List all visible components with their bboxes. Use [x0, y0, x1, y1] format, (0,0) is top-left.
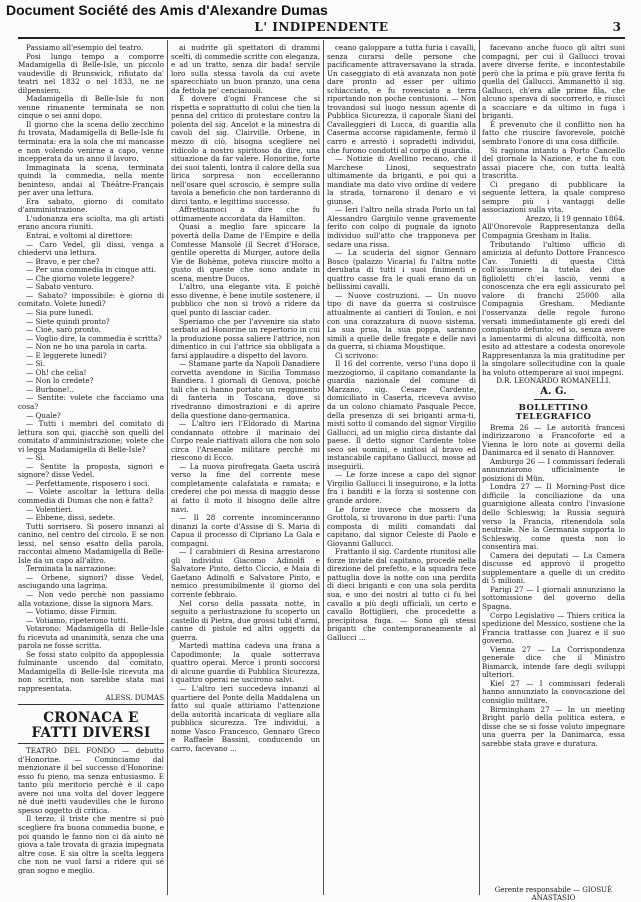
column-1 [18, 44, 164, 889]
paragraph: Camera dei deputati — La Camera discusse ed approvò il progetto supplementare a quelle di un credito di 5 milioni. [482, 550, 625, 586]
paragraph: — Per una commedia in cinque atti. [26, 265, 157, 275]
page-number: 3 [612, 20, 621, 34]
paragraph: — Sentite: volete che facciamo una cosa? [18, 393, 164, 411]
paragraph: — Bravo, e per che? [26, 256, 100, 266]
section-rule [534, 399, 574, 400]
column-divider [167, 40, 168, 895]
newspaper-header [18, 20, 625, 36]
paragraph: — Cioè, sarò pronto. [26, 325, 101, 335]
paragraph: È dovere d'ogni Francese che si rispetta e soprattutto di colui che tien la penna del critico di protestare contro la polenta del sig. Ancelot e la minestra di cavoli del sig. Clairville. Orbene, in mezzo di ciò, bisogna scegliere nel ridicolo a nostro spiritoso da dire, una situazione da far valere. Honorine, forte dei suoi talenti, lontra il calore della sua lirica sorpresa non eccelleranno nell'osare quel scroscio, è sempre sulla tavola a beneficio che non tarderanno di dirci tanto, e legittimo successo. [171, 94, 320, 206]
paragraph: Entrai, e voltomi al direttore: [26, 231, 133, 241]
paragraph: ceano galoppare a tutta furia i cavalli, senza curarsi delle persone che pacificamente attraversavano la strada. Un caseggiato di età avanzata non potè dare pronto ad esser per ultimo schiacciato, e fu rovesciato a terra riportando non poche contusioni. — Non trovandosi sul luogo nessun agente di Pubblica Sicurezza, il caporale Siani del Cavalleggieri di Lucca, di guardia alla Caserma accorse rapidamente, fermò il carro e arrestò i sopradetti individui, che furono condotti al corpo di guardia. [327, 44, 476, 155]
news-text [18, 747, 164, 875]
column-2 [171, 44, 320, 889]
paragraph: Quasi a meglio fare spiccare la povertà della Dame de l'Empire e della Comtesse Mansolé (il Secret d'Horace, gentile operetta di Murger, autore della Vie de Bohème, poteva riuscire molto a gusto di queste che sono andate in scena, mentre Ducos. [171, 222, 320, 283]
paragraph: — Che giorno volete leggere? [26, 273, 134, 283]
paragraph: — Ebbene, dissi, sedete. [26, 513, 115, 523]
paragraph: — I carabinieri di Resina arrestarono gli individui Giacomo Adinolfi e Salvatore Pinto, detto Ciccio, e Maia di Gaetano Adinolfi e Salvatore Pinto, e nemico presumibilmente il giorno del corrente febbraio. [171, 547, 320, 599]
footer-responsible: Gerente responsabile — GIOSUÈ ANASTASIO [494, 886, 613, 902]
paragraph: — Perfettamente, risposero i soci. [26, 478, 150, 488]
letter-date: Arezzo, li 19 gennaio 1864. [525, 213, 625, 223]
paragraph: — L'altro ieri l'Eldorado di Marina condannato ottobre il marinaio del Corpo reale riattivati allora che non solo circa l'Arsenale militare perchè mi riescono di Ecco. [171, 419, 320, 463]
newspaper-title: L' INDIPENDENTE [254, 20, 389, 34]
header-rule [18, 37, 625, 39]
document-banner: Document Société des Amis d'Alexandre Dumas [6, 2, 328, 18]
paragraph: Era sabato, giorno di comitato d'amministrazione. [18, 196, 164, 215]
paragraph: Ci scrivono: [335, 350, 379, 360]
news-text [327, 44, 476, 642]
section-rule [18, 704, 164, 705]
initials-mark: A. G. [540, 385, 567, 397]
paragraph: Passiamo all'esempio del teatro. [26, 44, 144, 52]
paragraph: Votarono: Madamigella di Belle-Isle fu ricevuta ad unanimità, senza che una parola ne fosse scritta. [18, 624, 164, 651]
paragraph: Kiel 27 — I commissari federali hanno annunziato la convocazione del consiglio militare. [482, 678, 625, 706]
bulletin-title: BOLLETTINO TELEGRAFICO [515, 403, 592, 422]
paragraph: Se fossi stato colpito da appoplessia fulminante uscendo dal comitato, Madamigella di Belle-Isle ricevuta ma non scritta, non sarebbe stata mai rappresentata. [18, 649, 164, 694]
column-3 [327, 44, 476, 889]
feuilleton-text [18, 44, 164, 694]
paragraph: — Sabato venturo. [26, 282, 94, 292]
paragraph: Posi lungo tempo a comporre Madamigella di Belle-Isle, un piccolo vaudeville di Brunswick, rifiutato da' teatri nel 1832 o nel 1833, ne ne dilpensiero. [18, 51, 164, 95]
paragraph: — Tutti i membri del comitato di lettura son qui, giacchè son quelli del comitato d'amministrazione; volete che vi legga Madamigella di Belle-Isle? [18, 419, 164, 454]
paragraph: — Orbene, signori? disse Vedel, asciugando una lagrima. [18, 572, 164, 591]
paragraph: — Quale? [26, 410, 61, 420]
paragraph: facevano anche fuoco gli altri suoi compagni, per cui il Gallucci trovai avere diverse ferite, e incontestabile però che la prima e più grave ferita fu quella del Gallucci. Ammanettò il sig. Gallucci, ch'era alle prime fila, che alcuno sperava di soccorrerlo, e riuscì a scacciare e da ultimo in fuga i briganti. [482, 44, 625, 121]
paragraph: — Il 28 corrente incominceranno dinanzi la corte d'Assise di S. Maria di Capua il processo di Cipriano La Gala e compagni. [171, 513, 320, 548]
paragraph: Le forze invece che mossero da Grottola, si trovarono in due parti: l'una composta di militi comandati dal capitano, dal signor Celeste di Paolo e Giovanni Gallucci. [327, 504, 476, 548]
letter-body: Tributando l'ultimo ufficio di amicizia al defunto Dottore Francesco Cav. Tonietti di questa Città coll'assumere la tutela dei due figlioletti ch'ei lasciò, venni a conoscenza che era egli assicurato pel valore di franchi 25000 alla Compagnia Gresham. Mediante l'osservanza delle regole furono versati immediatamente gli eredi del compianto defunto; ed io, senza avere a lamentarmi di alcuna difficoltà, non esito ad attestare a codesta onorevole Rappresentanza la mia gratitudine per la singolare sollecitudine con la quale ha voluto ottemperare ai suoi impegni. [482, 239, 625, 377]
paragraph: — Sì. [26, 453, 45, 463]
paragraph: — La scuderia del signor Gennaro Bosco (palazzo Vicaria) fu l'altra notte derubata di tutti i suoi finimenti e quattro casse fra le quali erano da un bellissimi cavalli. [327, 248, 476, 292]
paragraph: Si ragiona intanto a Porto Cancello del giornale la Nazione, e che fu con assai piacere che, con tutta lealtà trascritta. [482, 145, 625, 181]
paragraph: Affrettiamoci a dire che fu ottimamente accordata da Hamilton. [171, 205, 320, 223]
paragraph: — Caro Vedel, gli dissi, venga a chiedervi una lettura. [18, 239, 164, 258]
paragraph: — Sia pure lunedì. [26, 307, 94, 317]
paragraph: — Votiamo, disse Firmin. [26, 607, 118, 617]
paragraph: — Siete quindi pronto? [26, 316, 110, 326]
paragraph: Tutti sorrisero. Si posero innanzi al canino, nel centro del circolo. E se non lessi, nel senso esatto della parola, raccontai almeno Madamigella di Belle-Isle da un capo all'altro. [18, 521, 164, 565]
paragraph: — Non lo credete? [26, 376, 94, 386]
news-text [482, 44, 625, 215]
paragraph: Terminata la narrazione: [26, 564, 117, 574]
paragraph: — Non ne ho una parola in carta. [26, 342, 148, 352]
paragraph: — Volentieri. [26, 504, 73, 514]
paragraph: — Oh! che celia! [26, 367, 87, 377]
paragraph: — Burbone!.. [26, 384, 75, 394]
column-divider [479, 40, 480, 895]
paragraph: — Le forze incese a capo del signor Virgilio Gallucci li inseguirono, e la lotta fra i banditi e la forza si sostenne con grande ardore. [327, 470, 476, 505]
paragraph: TEATRO DEL FONDO — debutto d'Honorine. — Cominciamo dal menzionare il bel successo d'Honorine: esso fu pieno, ma senza entusiasmo. E tanto più meritorio perchè è il capo avere noi una volta del dover leggere nè duè inetti vaudevilles che le furono spesso oggetto di critica. [18, 746, 164, 815]
section-title: CRONACA E FATTI DIVERSI [31, 710, 151, 742]
paragraph: Martedì mattina cadeva una frana a Capodimonte; la quale sotterrava quattro operai. Merce i pronti soccorsi di alcune guardie di Pubblica Sicurezza, i quattro operai ne uscirono salvi. [171, 641, 320, 685]
paragraph: Londra 27 — Il Morning-Post dice difficile la conciliazione da una guarnigione alleata contro l'invasione dello Schleswig; la Russia seguirà verso la Francia, ritenendola sola neutrale. Ne la Germania supporta lo Schleswig, come questa non lo consentirà mai. [482, 482, 625, 552]
paragraph: — Notizie di Avellino recano, che il Marchese Linosi, sequestrato ultimamente da briganti, e poi qui a mandiate ma dato vivo ordine di vedere la strada, tornarono il denaro e vi giunse. [327, 154, 476, 206]
letter-signature: D.R. LEONARDO ROMANELLI. [496, 376, 611, 386]
paragraph: È prevenuto che il conflitto non ha fatto che riuscire favorevole, poichè sembrato l'onore di una cosa difficile. [482, 119, 625, 147]
paragraph: — Votiamo, ripeterono tutti. [26, 615, 129, 625]
paragraph: Brema 26 — Le autorità francesi indirizzarono a Francoforte ed a Vienna le loro note ai governi della Danimarca ed il senato di Hannover. [482, 422, 625, 458]
paragraph: — Nuove costruzioni. — Un nuovo tipo di nave da guerra si costruisce attualmente ai cantieri di Toulon, e noi con una corazzatura di nuovo sistema. La sua prua, la sua poppa, saranno simili a quelle delle fregate e delle navi da guerra, si chiama Moustique. [327, 290, 476, 352]
paragraph: — Non vedo perchè non passiamo alla votazione, disse la signora Mars. [18, 590, 164, 608]
paragraph: ai nudrite gli spettatori di drammi scelti, di commedie scritte con eleganza, e ad un tratto, senza dir bada! servile loro sulla stessa tavola da cui avete sparecchiato un buon pranzo, una cena da fettola pe' cenciaiuoli. [171, 44, 320, 95]
paragraph: Parigi 27 — I giornali annunziano la sottomissione del governo della Spagna. [482, 584, 625, 611]
news-text [171, 44, 320, 753]
letter-recipient: All'Onorevole Rappresentanza della Compagnia Gresham in Italia. [482, 222, 625, 241]
paragraph: — La nuova pirofregata Gaeta uscirà verso la fine del corrente mese completamente calafatata e ramata; e crederei che poi messa di maggio desse ai fatto il moto il bisogno delle altre navi. [171, 461, 320, 514]
author-signature: ALESS. DUMAS [105, 692, 164, 702]
paragraph: Corpo Legislativo — Thiers critica la spedizione del Messico, sostiene che la Francia trattasse con Juarez e il suo governo. [482, 610, 625, 646]
paragraph: Amburgo 26 — I commissari federali annunziarono ufficialmente le posizioni di Mün. [482, 456, 625, 483]
paragraph: Vienna 27 — La Corrispondenza generale dice che il Ministro Bismarck, intende fare degli sviluppi ulteriori. [482, 644, 625, 680]
paragraph: Speriamo che per l'avvenire sia stato serbato ad Honorine un repertorio in cui la produzione possa saliere l'attrice, non dimentico in cui l'attrice sia obbligata a farsi applaudire a dispetto del lavoro. [171, 316, 320, 360]
paragraph: Frattanto il sig. Cardente riunitosi alle forze inviate dal capitano, procedè nella direzione del prefetto, e la squadra fece pattuglia dove la notte con una perdita di dieci briganti e con una sola perdita sua, e uno dei nostri al tutto ci fu bel cavallo a più degli ufficiali, un certo e cavallo Bottiglieri, che procedette a precipitosa fuga. — Sono gli stessi briganti che contemporaneamente al Gallucci ... [327, 547, 476, 642]
column-divider [323, 40, 324, 895]
paragraph: — Stamane parte da Napoli Danadiere corvetta avendone in Sicilia Tommaso Bandiera. I giornali di Genova, poichè tali che ci hanno portato un reggimento di fanteria in Toscana, dove si rivedranno dimostrazioni e di aprire della questione dano-germanica. [171, 359, 320, 420]
paragraph: — Sì. [26, 359, 45, 369]
paragraph: — Sentite la proposta, signori e signore? disse Vedel. [18, 461, 164, 480]
paragraph: Madamigella di Belle-Isle fu non venne rimanente terminata se non cinque o sei anni dopo. [18, 94, 164, 121]
bulletin-text [482, 424, 625, 749]
paragraph: — L'altro ieri succedeva innanzi al quartiere del Ponte della Maddalena un fatto sul quale attiriamo l'attenzione della autorità incaricata di vegliare alla pubblica sicurezza. Tre individui, a nome Vasco Francesco, Gennaro Greco e Raffaele Bassini, conducendo un carro, facevano ... [171, 684, 320, 753]
paragraph: L'udonanza era sciolta, ma gli artisti erano ancora riuniti. [18, 213, 164, 232]
paragraph: Ci pregano di pubblicare la seguente lettera, la quale compreso sempre più i vantaggi delle associazioni sulla vita. [482, 179, 625, 215]
paragraph: — Sabato? impossibile: è giorno di comitato. Volete lunedì? [18, 290, 164, 309]
section-rule [18, 743, 164, 744]
paragraph: — Voglio dire, la commedia è scritta? [26, 333, 162, 343]
paragraph: Birmingham 27 — In un meeting Bright parlò della politica estera, e disse che se si fosse voluto impegnare una guerra per la Danimarca, essa sarebbe stata grave e duratura. [482, 704, 625, 748]
paragraph: — Volete ascoltar la lettura della commedia di Dumas che non è fatta? [18, 487, 164, 505]
paragraph: Nel corso della passata notte, in seguito a perlustrazione fu scoperto un castello di Pietra, due grossi tubi d'armi, canne di pistole ed altri oggetti da guerra. [171, 598, 320, 642]
column-4 [482, 44, 625, 889]
paragraph: Il 16 del corrente, verso l'una dopo il mezzogiorno, il capitano comandante la guardia nazionale del comune di Marzano, sig. Cesare Cardente, domiciliato in Caserta, riceveva avviso da un colono chiamato Pasquale Pecce, della presenza di sei briganti arma-ti, misti sotto il comando del signor Virgilio Gallucci, ad un miglio circa distante dal paese. Il detto signor Cardente tolse seco sei uomini, e unitosi al bravo ed instancabile capitano Gallucci, mosse ad inseguirli. [327, 359, 476, 471]
paragraph: — Ieri l'altro nella strada Porto un tal Alessandro Gargiulo venne gravemente ferito con colpo di pugnale da ignoto individuo sull'atto che trapponeva per sedare una rissa. [327, 205, 476, 249]
paragraph: Immaginata la scena, terminata quindi la commedia, nella mente beninteso, andai al Théâtre-Français per aver una lettura. [18, 162, 164, 198]
paragraph: L'altro, una elegante vita. E poichè esso divenne, è bene inutile sostenere, il pubblico che non si trovò a ridere da quel punto di lasciar cader. [171, 282, 320, 317]
paragraph: Il giorno che la scena dello zecchino fu trovata, Madamigella di Belle-Isle fu terminata: era la sola che mi mancasse e non volendo venirne a capo, venne incepperata da un anno il lavoro. [18, 119, 164, 164]
paragraph: — E leggerete lunedì? [26, 350, 107, 360]
paragraph: Il terzo, il triste che mentre si può scegliere fra buona commedia buone, e poi quando le fanno non ci dà aiuto nè giova a tale trovata di grazia impegnata altre cose. E sia oltre la scelta leggera che non ne vuol farsi a ridere qui sé gran sogno e meglio. [18, 814, 164, 875]
